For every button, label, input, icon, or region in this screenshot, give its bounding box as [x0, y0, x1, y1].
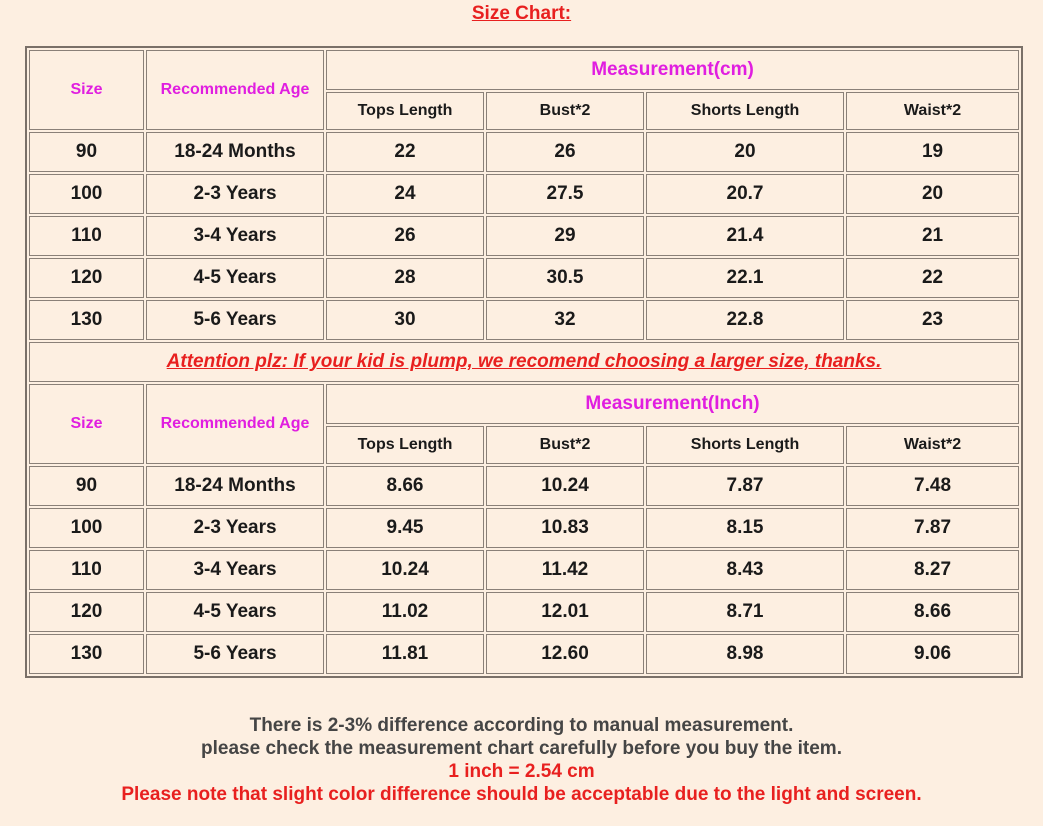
table-cell: 11.02	[326, 592, 484, 632]
table-cell: 12.60	[486, 634, 644, 674]
table-cell: 23	[846, 300, 1019, 340]
table-row	[29, 592, 1019, 632]
table-cell: 18-24 Months	[146, 132, 324, 172]
table-cell: 26	[326, 216, 484, 256]
table-cell: 4-5 Years	[146, 258, 324, 298]
table-cell: 9.06	[846, 634, 1019, 674]
table-cell: 9.45	[326, 508, 484, 548]
table-cell: 130	[29, 300, 144, 340]
table-cell: 7.87	[846, 508, 1019, 548]
table-cell: 22	[326, 132, 484, 172]
table-row	[29, 550, 1019, 590]
table-cell: 22.8	[646, 300, 844, 340]
table-cell: 5-6 Years	[146, 634, 324, 674]
table-cell: 120	[29, 592, 144, 632]
table-cell: 100	[29, 508, 144, 548]
table-row	[29, 132, 1019, 172]
table-row	[29, 508, 1019, 548]
table-cell: 2-3 Years	[146, 508, 324, 548]
size-header: Size	[29, 384, 144, 464]
size-chart-title: Size Chart:	[471, 3, 572, 24]
table-cell: 18-24 Months	[146, 466, 324, 506]
table-cell: 110	[29, 216, 144, 256]
notes	[0, 714, 1043, 806]
table-cell: 8.71	[646, 592, 844, 632]
table-cell: 30.5	[486, 258, 644, 298]
table-cell: 3-4 Years	[146, 550, 324, 590]
table-cell: 7.87	[646, 466, 844, 506]
table-row	[29, 258, 1019, 298]
table-cell: 19	[846, 132, 1019, 172]
table-cell: 21	[846, 216, 1019, 256]
table-cell: 27.5	[486, 174, 644, 214]
size-chart-table	[25, 46, 1023, 678]
table-cell: 20.7	[646, 174, 844, 214]
column-header: Bust*2	[486, 426, 644, 464]
table-cell: 8.27	[846, 550, 1019, 590]
column-header: Waist*2	[846, 426, 1019, 464]
size-header: Size	[29, 50, 144, 130]
note-color: Please note that slight color difference should be acceptable due to the light and screen.	[121, 784, 922, 805]
table-cell: 10.24	[326, 550, 484, 590]
table-cell: 26	[486, 132, 644, 172]
note-difference: There is 2-3% difference according to manual measurement.	[249, 715, 794, 736]
column-header: Waist*2	[846, 92, 1019, 130]
table-cell: 30	[326, 300, 484, 340]
table-cell: 10.83	[486, 508, 644, 548]
age-header: Recommended Age	[146, 384, 324, 464]
table-row	[29, 466, 1019, 506]
table-cell: 20	[846, 174, 1019, 214]
table-cell: 32	[486, 300, 644, 340]
table-cell: 8.15	[646, 508, 844, 548]
table-cell: 4-5 Years	[146, 592, 324, 632]
table-row	[29, 174, 1019, 214]
table-cell: 21.4	[646, 216, 844, 256]
table-cell: 22.1	[646, 258, 844, 298]
table-cell: 10.24	[486, 466, 644, 506]
table-row	[29, 216, 1019, 256]
table-cell: 11.81	[326, 634, 484, 674]
column-header: Bust*2	[486, 92, 644, 130]
table-cell: 22	[846, 258, 1019, 298]
cm-rows	[29, 132, 1019, 340]
table-cell: 7.48	[846, 466, 1019, 506]
table-cell: 8.66	[326, 466, 484, 506]
table-cell: 11.42	[486, 550, 644, 590]
attention-note: Attention plz: If your kid is plump, we recomend choosing a larger size, thanks.	[29, 342, 1019, 382]
table-cell: 110	[29, 550, 144, 590]
column-header: Tops Length	[326, 426, 484, 464]
table-row	[29, 300, 1019, 340]
column-header: Tops Length	[326, 92, 484, 130]
table-cell: 12.01	[486, 592, 644, 632]
table-cell: 3-4 Years	[146, 216, 324, 256]
table-cell: 24	[326, 174, 484, 214]
age-header: Recommended Age	[146, 50, 324, 130]
note-conversion: 1 inch = 2.54 cm	[448, 761, 595, 782]
table-cell: 2-3 Years	[146, 174, 324, 214]
table-row	[29, 634, 1019, 674]
table-cell: 100	[29, 174, 144, 214]
table-cell: 5-6 Years	[146, 300, 324, 340]
column-header: Shorts Length	[646, 92, 844, 130]
table-cell: 28	[326, 258, 484, 298]
measurement-cm-header: Measurement(cm)	[326, 50, 1019, 90]
measurement-inch-header: Measurement(Inch)	[326, 384, 1019, 424]
table-cell: 90	[29, 466, 144, 506]
table-cell: 29	[486, 216, 644, 256]
table-cell: 130	[29, 634, 144, 674]
table-cell: 8.66	[846, 592, 1019, 632]
table-cell: 20	[646, 132, 844, 172]
table-cell: 8.98	[646, 634, 844, 674]
column-header: Shorts Length	[646, 426, 844, 464]
table-cell: 8.43	[646, 550, 844, 590]
note-check: please check the measurement chart carefully before you buy the item.	[201, 738, 842, 759]
inch-rows	[29, 466, 1019, 674]
table-cell: 90	[29, 132, 144, 172]
table-cell: 120	[29, 258, 144, 298]
